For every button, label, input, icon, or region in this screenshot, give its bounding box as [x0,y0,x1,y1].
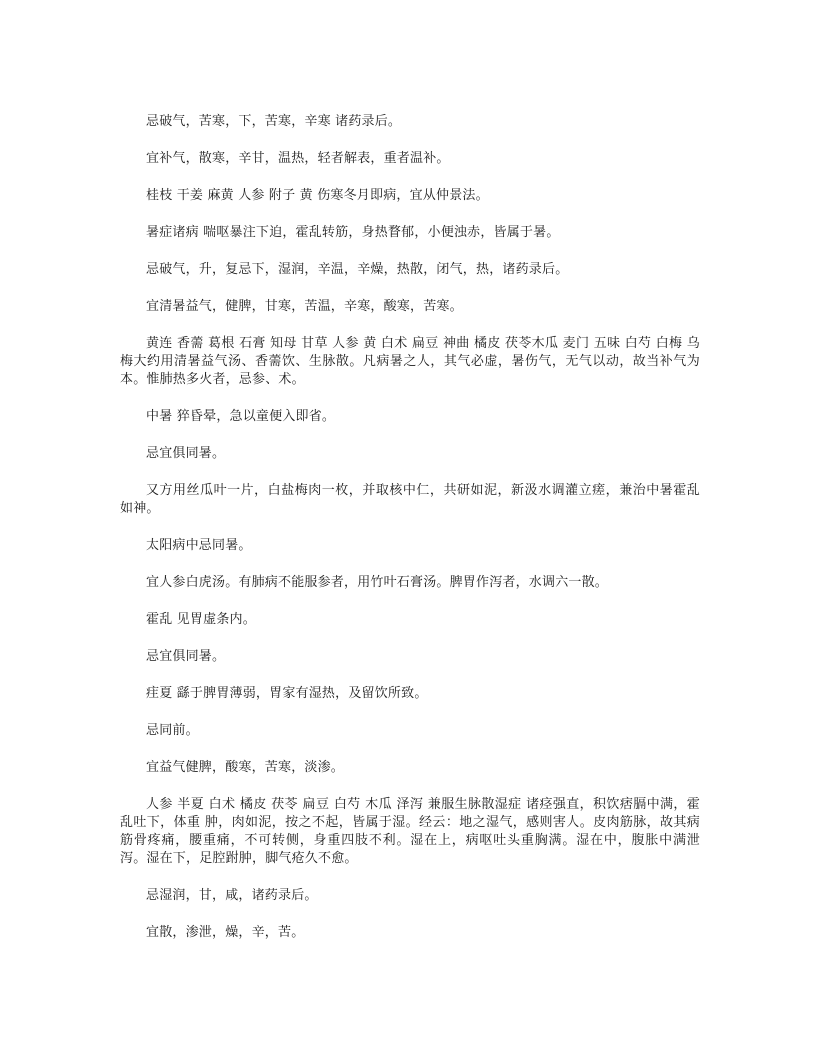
paragraph: 忌宜俱同暑。 [146,649,226,664]
paragraph: 宜益气健脾，酸寒，苦寒，淡渗。 [146,760,345,775]
paragraph: 宜清暑益气，健脾，甘寒，苦温，辛寒，酸寒，苦寒。 [146,299,463,314]
document-body [120,113,700,961]
paragraph: 霍乱 见胃虚条内。 [146,612,256,627]
paragraph: 忌宜俱同暑。 [146,446,226,461]
paragraph: 疰夏 繇于脾胃薄弱，胃家有湿热，及留饮所致。 [146,686,428,701]
paragraph: 宜补气，散寒，辛甘，温热，轻者解表，重者温补。 [146,151,450,166]
paragraph: 暑症诸病 喘呕暴注下迫，霍乱转筋，身热瞀郁，小便浊赤，皆属于暑。 [146,225,560,240]
paragraph: 人参 半夏 白术 橘皮 茯苓 扁豆 白芍 木瓜 泽泻 兼服生脉散湿症 诸痉强直，积饮痞膈中满，霍乱吐下，体重 肿，肉如泥，按之不起，皆属于湿。经云：地之湿气，感则害人。皮肉筋脉，故其病筋骨疼痛，腰重痛，不可转侧，身重四肢不利。湿在上，病呕吐头重胸满。湿在中，腹胀中满泄泻。湿在下，足腔跗肿，脚气疮久不愈。 [120,797,700,866]
paragraph: 宜人参白虎汤。有肺病不能服参者，用竹叶石膏汤。脾胃作泻者，水调六一散。 [146,575,609,590]
paragraph: 宜散，渗泄，燥，辛，苦。 [146,925,305,940]
paragraph: 太阳病中忌同暑。 [146,538,252,553]
paragraph: 忌湿润，甘，咸，诸药录后。 [146,888,318,903]
paragraph: 桂枝 干姜 麻黄 人参 附子 黄 伤寒冬月即病，宜从仲景法。 [146,188,489,203]
paragraph: 又方用丝瓜叶一片，白盐梅肉一枚，并取核中仁，共研如泥，新汲水调灌立瘥，兼治中暑霍乱如神。 [120,483,700,516]
paragraph: 中暑 猝昏晕，急以童便入即省。 [146,409,336,424]
paragraph: 黄连 香薷 葛根 石膏 知母 甘草 人参 黄 白术 扁豆 神曲 橘皮 茯苓木瓜 麦门 五味 白芍 白梅 乌梅大约用清暑益气汤、香薷饮、生脉散。凡病暑之人，其气必虚，暑伤气，无气以动，故当补气为本。惟肺热多火者，忌参、术。 [120,336,700,387]
paragraph: 忌破气，苦寒，下，苦寒，辛寒 诸药录后。 [146,114,402,129]
paragraph: 忌破气，升，复忌下，湿润，辛温，辛燥，热散，闭气，热，诸药录后。 [146,262,569,277]
paragraph: 忌同前。 [146,723,199,738]
